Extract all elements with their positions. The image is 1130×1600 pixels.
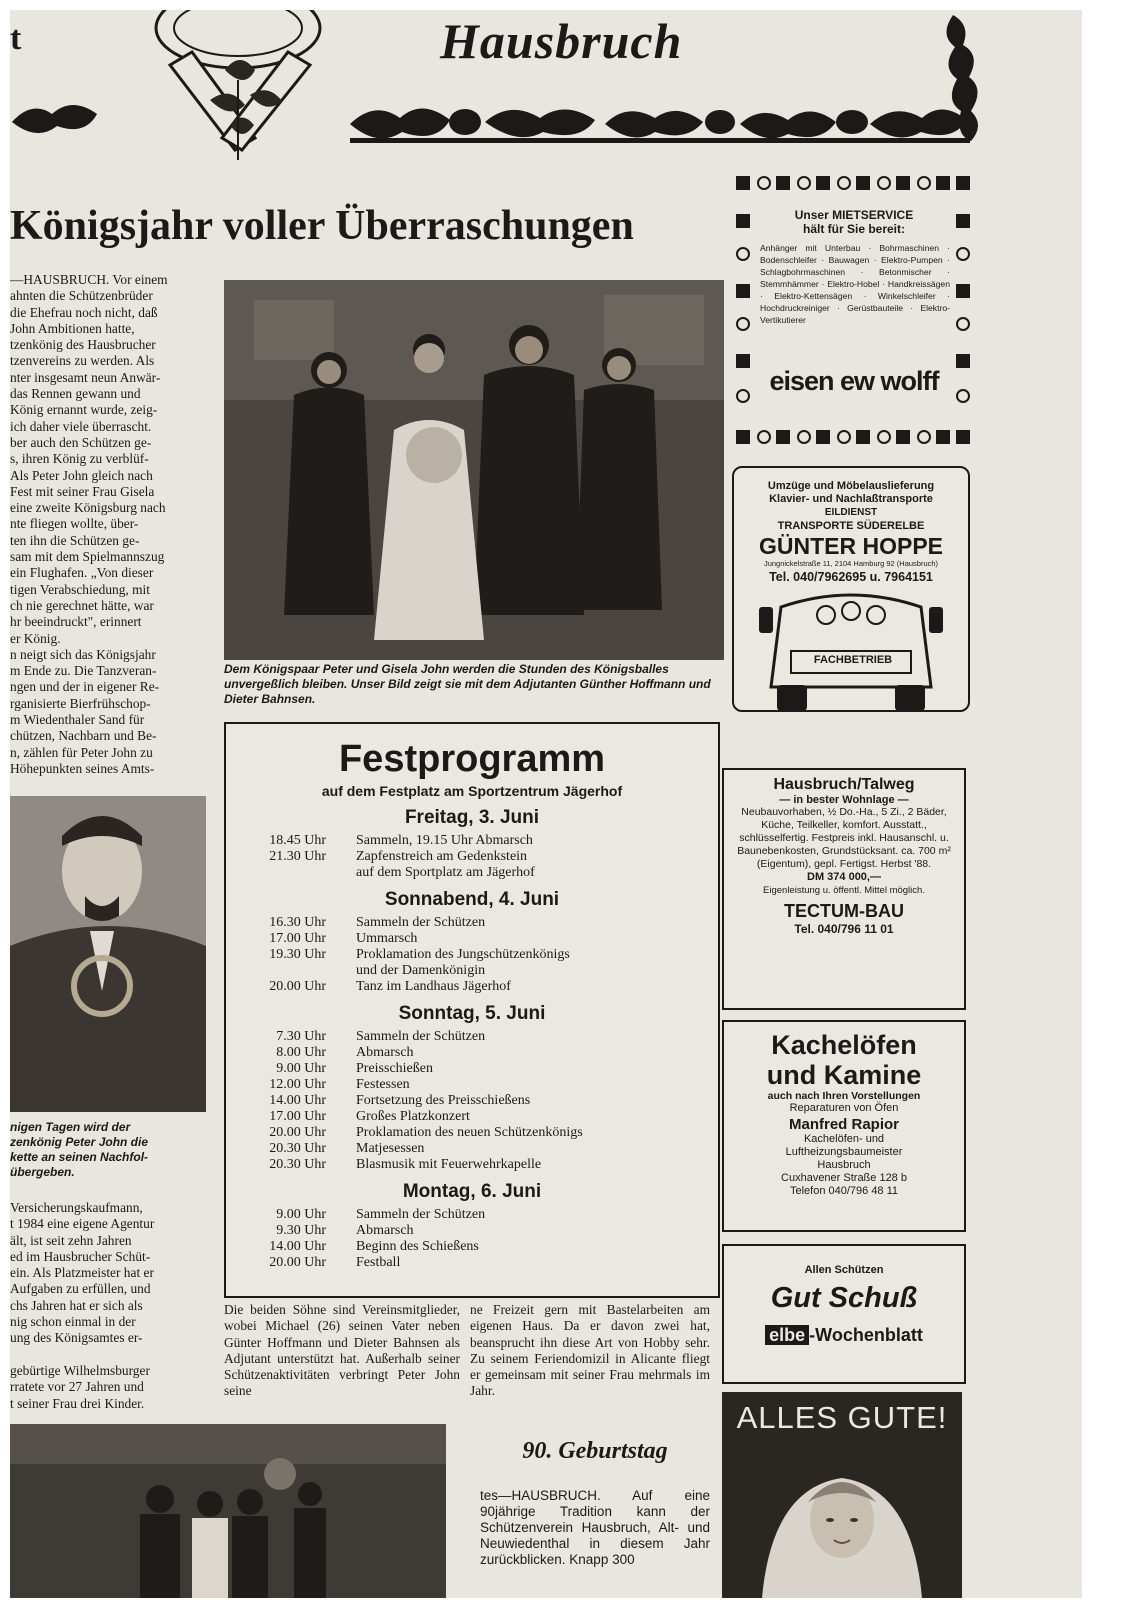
corner-ornament-icon [945,10,990,150]
article-line: sam mit dem Spielmannszug [10,549,165,565]
masthead-title: Hausbruch [440,13,683,69]
alles-gute-title: ALLES GUTE! [736,1400,948,1435]
article-column-1-lower [10,1200,210,1412]
festprogramm-row [226,931,718,947]
ad-tectum-bau [722,768,966,1010]
festprogramm-row [226,1045,718,1061]
hoppe-line-3: EILDIENST [824,507,878,518]
festprogramm-row [226,1141,718,1157]
festprogramm-row [226,1077,718,1093]
article-line: rratete vor 27 Jahren und [10,1379,144,1395]
festprogramm-event: Abmarsch [356,1045,414,1060]
kachel-title-2: und Kamine [766,1060,922,1090]
article-line: ed im Hausbrucher Schüt- [10,1248,151,1264]
festprogramm-time: 20.00 Uhr [269,1125,326,1140]
festprogramm-row [226,865,718,881]
eisen-wolff-logo: eisen ew wolff [769,366,939,396]
festprogramm-event: Sammeln der Schützen [356,1029,486,1044]
article-line: m Ende zu. Die Tanzveran- [10,663,157,679]
article-line [10,1347,210,1363]
article-column-3-lower: ne Freizeit gern mit Bastelarbeiten am eigenen Haus. Da er davon zwei hat, beansprucht ihn diese Art von Hobby sehr. Zu seinem Feriendomizil in Alicante fliegt er gemeinsam mit seiner Frau mehrmals im Jahr. [470,1302,710,1399]
ad-eisen-wolff [734,174,974,446]
article-line: rganisierte Bierfrühschop- [10,695,151,711]
festprogramm-event: Tanz im Landhaus Jägerhof [356,979,511,994]
festprogramm-day-heading: Freitag, 3. Juni [404,807,540,828]
festprogramm-schedule [226,807,718,1271]
kachel-sub: auch nach Ihren Vorstellungen [767,1090,921,1102]
festprogramm-event: Sammeln der Schützen [356,915,486,930]
mietservice-heading: Unser MIETSERVICE [794,208,914,222]
festprogramm-box [224,722,720,1298]
ad-guenter-hoppe [732,466,970,712]
festprogramm-time: 19.30 Uhr [269,947,326,962]
caption-line: zenkönig Peter John die [10,1135,149,1149]
festprogramm-time: 8.00 Uhr [276,1045,326,1060]
kachel-repair: Reparaturen von Öfen [789,1102,899,1114]
festprogramm-time: 20.30 Uhr [269,1157,326,1172]
festprogramm-time [226,865,356,881]
festprogramm-time [226,963,356,979]
article-line: Als Peter John gleich nach [10,467,153,483]
geburtstag-title: 90. Geburtstag [522,1438,668,1464]
article-line: ch nie gerechnet hätte, war [10,597,154,613]
festprogramm-event: und der Damenkönigin [356,963,486,978]
festprogramm-row [226,915,718,931]
festprogramm-time: 9.00 Uhr [276,1207,326,1222]
festprogramm-event: Festessen [356,1077,410,1092]
ad-kacheloefen [722,1020,966,1232]
festprogramm-row [226,947,718,963]
article-line: s, ihren König zu verblüf- [10,451,149,467]
festprogramm-time: 9.30 Uhr [276,1223,326,1238]
kachel-town: Hausbruch [817,1159,871,1171]
festprogramm-row [226,849,718,865]
caption-line: kette an seinen Nachfol- [10,1150,149,1164]
article-line: Versicherungskaufmann, [10,1200,143,1215]
festprogramm-event: Proklamation des Jungschützenkönigs [356,947,570,962]
festprogramm-event: Sammeln, 19.15 Uhr Abmarsch [356,833,533,848]
festprogramm-event: Zapfenstreich am Gedenkstein [356,849,528,864]
article-line: ten ihn die Schützen ge- [10,532,140,548]
article-line: n, zählen für Peter John zu [10,744,153,760]
festprogramm-title: Festprogramm [338,738,606,780]
wochenblatt-text: -Wochenblatt [809,1325,923,1345]
article-line: ein. Als Platzmeister hat er [10,1265,154,1281]
hoppe-name: GÜNTER HOPPE [758,533,944,559]
hoppe-phone: Tel. 040/7962695 u. 7964151 [769,570,933,584]
article-line: tigen Verabschiedung, mit [10,581,150,597]
photo-1-caption: Dem Königspaar Peter und Gisela John werden die Stunden des Königsballes unvergeßlich bleiben. Unser Bild zeigt sie mit dem Adjutanten Günther Hoffmann und Dieter Bahnsen. [224,662,711,706]
festprogramm-event: Fortsetzung des Preisschießens [356,1093,531,1108]
article-line: Fest mit seiner Frau Gisela [10,483,155,499]
festprogramm-time: 7.30 Uhr [276,1029,326,1044]
festprogramm-time: 18.45 Uhr [269,833,326,848]
festprogramm-time: 16.30 Uhr [269,915,326,930]
festprogramm-event: Blasmusik mit Feuerwehrkapelle [356,1157,542,1172]
kachel-name: Manfred Rapior [788,1116,899,1133]
article-line: ich daher viele überrascht. [10,418,152,434]
oak-leaf-border-icon [10,92,1010,162]
mietservice-subheading: hält für Sie bereit: [802,222,906,236]
festprogramm-row [226,1093,718,1109]
hoppe-address: Jungnickelstraße 11, 2104 Hamburg 92 (Hausbruch) [763,559,939,568]
festprogramm-day-heading: Montag, 6. Juni [402,1181,542,1202]
tectum-note: Eigenleistung u. öffentl. Mittel möglich. [763,885,925,896]
festprogramm-row [226,963,718,979]
article-line: ngen und der in eigener Re- [10,679,160,695]
festprogramm-row [226,833,718,849]
festprogramm-time: 17.00 Uhr [269,1109,326,1124]
festprogramm-time: 9.00 Uhr [276,1061,326,1076]
festprogramm-day-heading: Sonnabend, 4. Juni [384,889,560,910]
festprogramm-row [226,1239,718,1255]
masthead-fragment: t [10,20,22,57]
schuetzen-group-photo [10,1424,446,1598]
article-line: n neigt sich das Königsjahr [10,646,156,662]
article-line: tzenvereins zu werden. Als [10,353,155,369]
article-line: eine zweite Königsburg nach [10,500,166,516]
article-column-1 [10,272,215,777]
elbe-wochenblatt-logo [724,1325,964,1346]
festprogramm-time: 14.00 Uhr [269,1239,326,1254]
festprogramm-time: 17.00 Uhr [269,931,326,946]
article-line: Höhepunkten seines Amts- [10,760,155,776]
hoppe-badge: FACHBETRIEB [813,654,893,666]
festprogramm-event: Preisschießen [356,1061,433,1076]
article-line: tzenkönig des Hausbrucher [10,337,156,353]
ad-alles-gute [722,1392,962,1598]
gutschuss-pre: Allen Schützen [804,1264,884,1276]
tectum-subtitle: — in bester Wohnlage — [779,794,909,806]
caption-line: nigen Tagen wird der [10,1120,131,1134]
festprogramm-time: 12.00 Uhr [269,1077,326,1092]
kachel-title-1: Kachelöfen [771,1030,917,1060]
festprogramm-time: 14.00 Uhr [269,1093,326,1108]
article-line: t 1984 eine eigene Agentur [10,1216,155,1232]
article-line: die Ehefrau noch nicht, daß [10,304,158,320]
article-line: ahnten die Schützenbrüder [10,288,153,304]
article-line: nig schon einmal in der [10,1314,136,1330]
group-silhouettes [10,1424,446,1598]
festprogramm-event: auf dem Sportplatz am Jägerhof [356,865,535,880]
festprogramm-event: Proklamation des neuen Schützenkönigs [356,1125,583,1140]
festprogramm-row [226,1207,718,1223]
article-line: nte fliegen wollte, über- [10,516,139,532]
article-line: hr beeindruckt", erinnert [10,614,142,630]
newspaper-page [10,10,1082,1598]
festprogramm-time: 21.30 Uhr [269,849,326,864]
tectum-title: Hausbruch/Talweg [773,776,915,793]
festprogramm-row [226,1029,718,1045]
geburtstag-text: tes—HAUSBRUCH. Auf eine 90jährige Tradition kann der Schützenverein Hausbruch, Alt- und Neuwiedenthal in diesem Jahr zurückblicken. Knapp 300 [480,1488,710,1567]
article-line: ein Flughafen. „Von dieser [10,565,154,581]
mietservice-items: Anhänger mit Unterbau · Bohrmaschinen · Bodenschleifer · Bauwagen · Elektro-Pumpen · Schlagbohrmaschinen · Betonmischer · Stemmhämmer · Elektro-Hobel · Handkreissägen · Elektro-Kettensägen · Winkelschleifer · Hochdruckreiniger · Gerüstbauteile · Elektro-Vertikutierer [760,243,950,325]
article-line: nter insgesamt neun Anwär- [10,369,161,385]
portrait-silhouette [10,796,206,1112]
schuetzenkoenig-photo [10,796,206,1112]
kachel-trade-1: Kachelöfen- und [803,1133,885,1145]
festprogramm-event: Beginn des Schießens [356,1239,479,1254]
article-headline: Königsjahr voller Überraschungen [10,203,634,249]
article-line: ung des Königsamtes er- [10,1330,143,1346]
ad-gut-schuss [722,1244,966,1384]
moving-truck-icon [751,587,951,715]
bride-illustration [722,1442,962,1598]
festprogramm-time: 20.00 Uhr [269,1255,326,1270]
festprogramm-row [226,1157,718,1173]
tectum-phone: Tel. 040/796 11 01 [794,922,894,936]
festprogramm-row [226,1223,718,1239]
festprogramm-subtitle: auf dem Festplatz am Sportzentrum Jägerhof [321,783,623,799]
hoppe-line-4: TRANSPORTE SÜDERELBE [777,520,925,532]
festprogramm-row [226,1061,718,1077]
festprogramm-event: Großes Platzkonzert [356,1109,470,1124]
caption-line: übergeben. [10,1165,75,1179]
kachel-phone: Telefon 040/796 48 11 [789,1185,899,1197]
elbe-logo-box: elbe [765,1325,809,1345]
hoppe-line-2: Klavier- und Nachlaßtransporte [769,493,933,505]
kachel-trade-2: Luftheizungsbaumeister [785,1146,903,1158]
tectum-price: DM 374 000,— [807,871,881,883]
article-line: m Wiedenthaler Sand für [10,712,145,728]
article-line: König ernannt wurde, zeig- [10,402,158,418]
article-line: ber auch den Schützen ge- [10,434,152,450]
festprogramm-row [226,979,718,995]
photo-2-caption [10,1120,206,1180]
festprogramm-day-heading: Sonntag, 5. Juni [398,1003,546,1024]
tectum-company: TECTUM-BAU [784,901,904,921]
festprogramm-event: Matjesessen [356,1141,425,1156]
article-line: —HAUSBRUCH. Vor einem [10,272,168,287]
article-line: chs Jahren hat er sich als [10,1297,143,1313]
festprogramm-event: Festball [356,1255,401,1270]
festprogramm-event: Abmarsch [356,1223,414,1238]
photo-silhouettes [224,280,724,660]
royal-couple-photo [224,280,724,660]
article-line: Aufgaben zu erfüllen, und [10,1281,151,1297]
article-line: chützen, Nachbarn und Be- [10,728,157,744]
hoppe-line-1: Umzüge und Möbelauslieferung [767,480,935,492]
article-line: John Ambitionen hatte, [10,320,135,336]
kachel-street: Cuxhavener Straße 128 b [781,1172,907,1184]
article-line: ält, ist seit zehn Jahren [10,1232,132,1248]
gutschuss-main: Gut Schuß [770,1282,918,1314]
festprogramm-row [226,1125,718,1141]
festprogramm-row [226,1109,718,1125]
article-line: er König. [10,630,61,646]
festprogramm-event: Ummarsch [356,931,418,946]
festprogramm-event: Sammeln der Schützen [356,1207,486,1222]
festprogramm-time: 20.00 Uhr [269,979,326,994]
festprogramm-row [226,1255,718,1271]
festprogramm-time: 20.30 Uhr [269,1141,326,1156]
article-line: das Rennen gewann und [10,386,141,402]
article-line: gebürtige Wilhelmsburger [10,1362,150,1378]
article-line: t seiner Frau drei Kinder. [10,1395,145,1411]
tectum-text: Neubauvorhaben, ½ Do.-Ha., 5 Zi., 2 Bäder, Küche, Teilkeller, komfort. Ausstatt., schlüsselfertig. Festpreis inkl. Hausanschl. u. Baunebenkosten, Grundstücksant. ca. 700 m² (Eigentum), gepl. Fertigst. Herbst '88. [737,806,951,870]
article-column-2-lower: Die beiden Söhne sind Vereinsmitglieder, wobei Michael (26) seinen Vater neben Günter Hoffmann und Dieter Bahnsen als Adjutant unterstützt hat. Außerhalb seiner Schützenaktivitäten verbringt Peter John seine [224,1302,460,1399]
